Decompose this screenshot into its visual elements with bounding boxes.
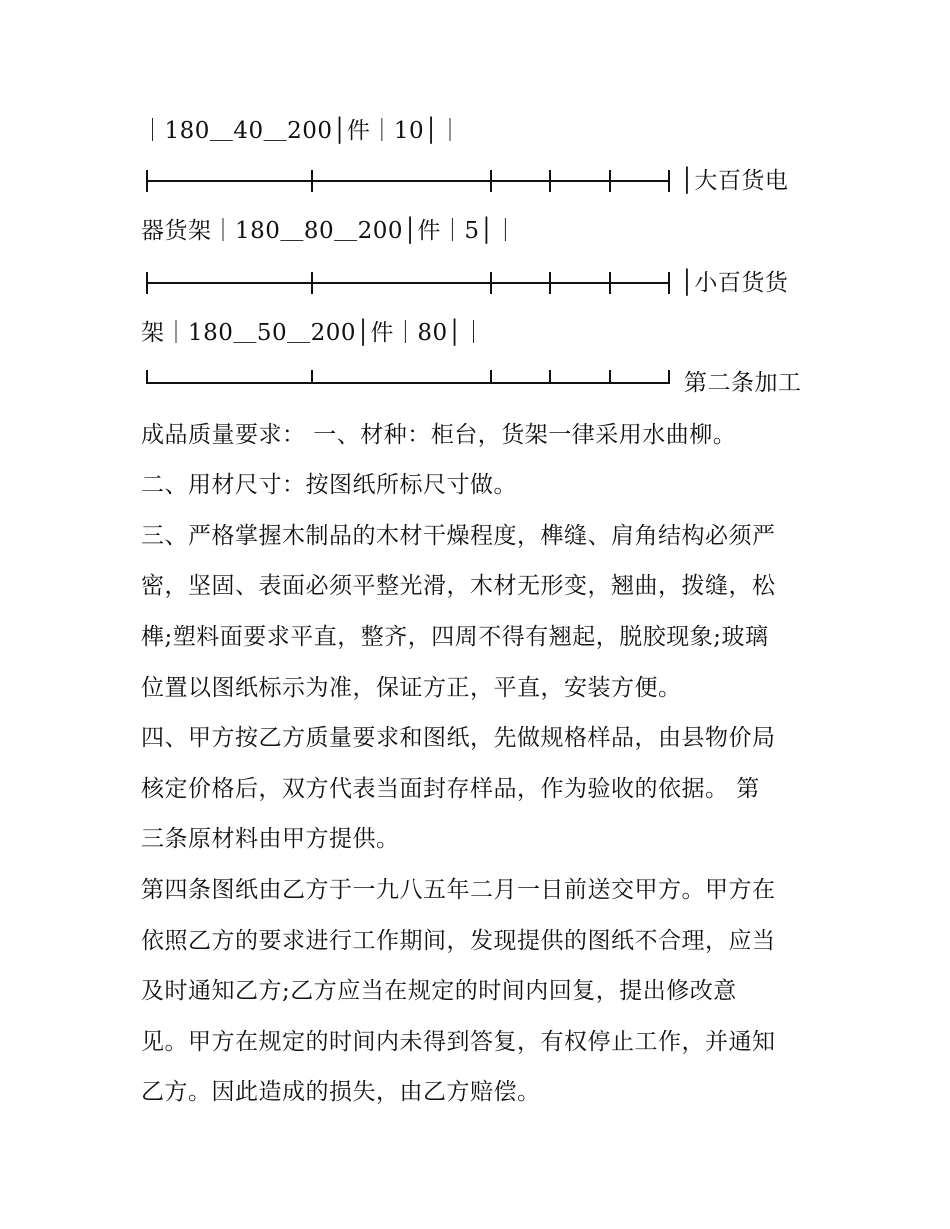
table-row-text: ｜180＿40＿200│件｜10│｜ bbox=[141, 118, 463, 144]
paragraph-line: 密，坚固、表面必须平整光滑，木材无形变，翘曲，拨缝，松 bbox=[141, 573, 776, 599]
paragraph-line: 乙方。因此造成的损失，由乙方赔偿。 bbox=[141, 1079, 541, 1105]
article-heading-fragment: 第二条加工 bbox=[684, 370, 802, 396]
paragraph-line: 三、严格掌握木制品的木材干燥程度，榫缝、肩角结构必须严 bbox=[141, 523, 776, 549]
table-rule bbox=[146, 170, 670, 192]
table-rule bbox=[146, 272, 670, 294]
rule-tail-text: │大百货电 bbox=[680, 168, 789, 194]
paragraph-line: 及时通知乙方;乙方应当在规定的时间内回复，提出修改意 bbox=[141, 978, 737, 1004]
paragraph-line: 见。甲方在规定的时间内未得到答复，有权停止工作，并通知 bbox=[141, 1029, 776, 1055]
paragraph-line: 三条原材料由甲方提供。 bbox=[141, 826, 400, 852]
rule-tail-text: │小百货货 bbox=[680, 270, 789, 296]
table-row-text: 架｜180＿50＿200│件｜80│｜ bbox=[141, 320, 486, 346]
table-bottom-rule bbox=[146, 366, 670, 388]
paragraph-line: 核定价格后，双方代表当面封存样品，作为验收的依据。 第 bbox=[141, 776, 760, 802]
paragraph-line: 第四条图纸由乙方于一九八五年二月一日前送交甲方。甲方在 bbox=[141, 877, 776, 903]
table-row-text: 器货架｜180＿80＿200│件｜5│｜ bbox=[141, 218, 518, 244]
paragraph-line: 位置以图纸标示为准，保证方正，平直，安装方便。 bbox=[141, 675, 682, 701]
paragraph-line: 榫;塑料面要求平直，整齐，四周不得有翘起，脱胶现象;玻璃 bbox=[141, 624, 769, 650]
paragraph-line: 四、甲方按乙方质量要求和图纸，先做规格样品，由县物价局 bbox=[141, 725, 776, 751]
paragraph-line: 依照乙方的要求进行工作期间，发现提供的图纸不合理，应当 bbox=[141, 928, 776, 954]
paragraph-line: 成品质量要求： 一、材种：柜台，货架一律采用水曲柳。 bbox=[141, 422, 737, 448]
paragraph-line: 二、用材尺寸：按图纸所标尺寸做。 bbox=[141, 472, 517, 498]
